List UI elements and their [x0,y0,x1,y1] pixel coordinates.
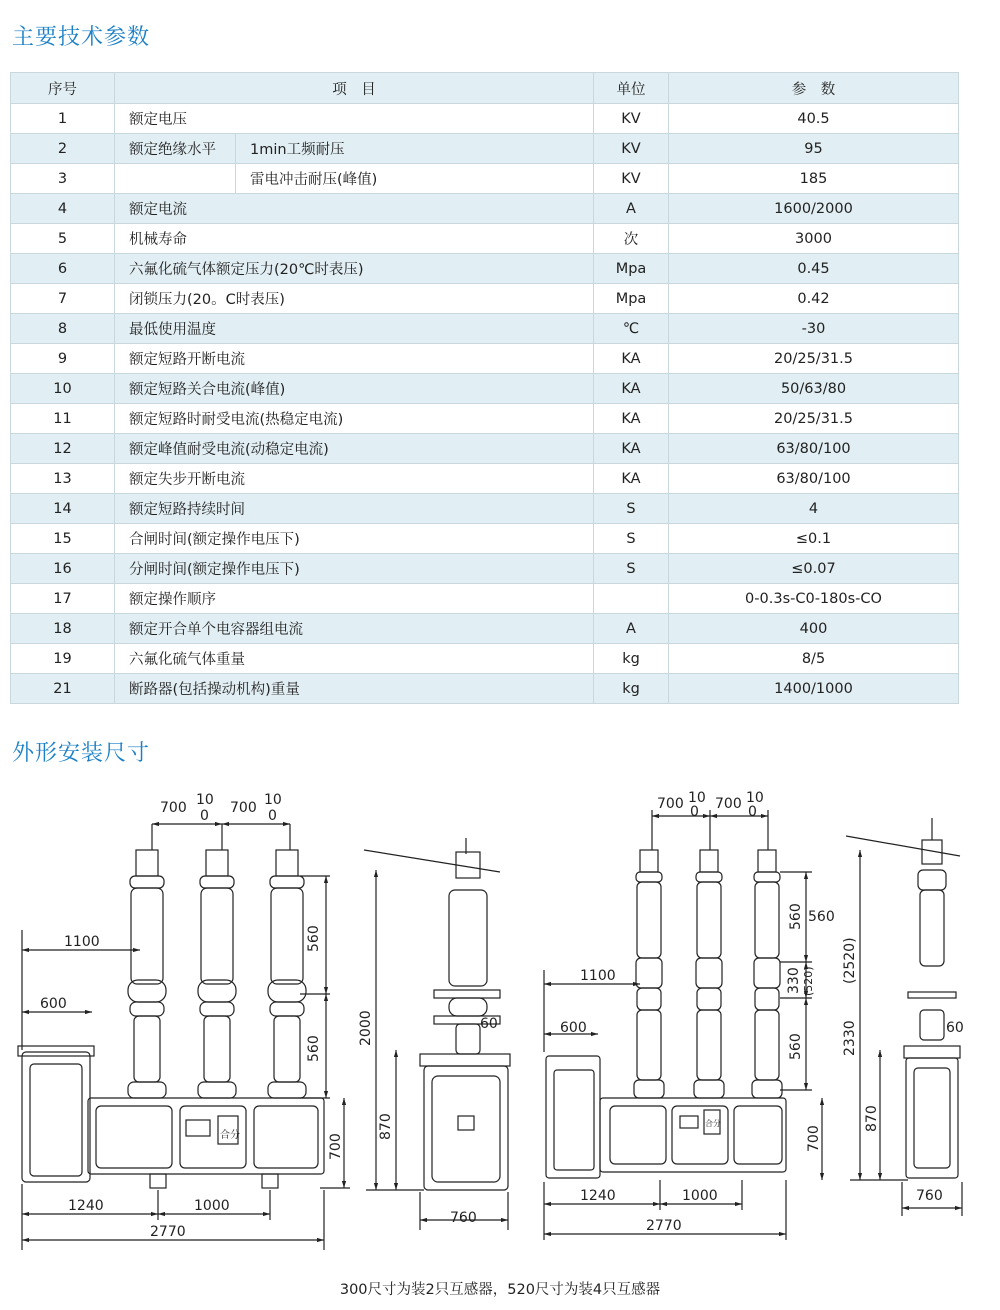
row-unit: KV [594,164,669,194]
dim-520-paren: (520) [802,966,815,996]
table-row [11,374,959,404]
row-subitem: 1min工频耐压 [236,134,594,164]
table-row [11,314,959,344]
dim-560-b: 560 [306,1035,322,1062]
row-value: 20/25/31.5 [669,404,959,434]
row-number: 19 [11,644,115,674]
header-value: 参 数 [669,73,959,104]
row-value: 1400/1000 [669,674,959,704]
row-number: 15 [11,524,115,554]
dim-560-e: 560 [788,1033,804,1060]
row-item: 额定操作顺序 [115,584,594,614]
panel-label-b: 合分 [705,1119,721,1128]
row-unit: KA [594,464,669,494]
table-row [11,494,959,524]
table-row [11,134,959,164]
dim-0-b: 0 [268,808,277,824]
table-row [11,344,959,374]
row-item: 机械寿命 [115,224,594,254]
row-number: 13 [11,464,115,494]
row-item: 额定短路开断电流 [115,344,594,374]
row-item: 最低使用温度 [115,314,594,344]
dim-0-a: 0 [200,808,209,824]
row-number: 4 [11,194,115,224]
dim-10-a: 10 [196,792,214,808]
row-number: 9 [11,344,115,374]
row-unit: ℃ [594,314,669,344]
row-unit: Mpa [594,254,669,284]
row-value: 185 [669,164,959,194]
installation-dimension-drawing [0,780,1000,1260]
side-view-2 [846,818,962,1216]
row-item: 额定短路持续时间 [115,494,594,524]
front-view-1 [18,824,350,1250]
row-unit: 次 [594,224,669,254]
dim-870-b: 870 [864,1105,880,1132]
row-value: 3000 [669,224,959,254]
table-row [11,674,959,704]
dim-600-a: 600 [40,996,67,1012]
dim-560-d: 560 [808,909,835,925]
dim-700-c: 700 [657,796,684,812]
row-number: 1 [11,104,115,134]
dim-1000-a: 1000 [194,1198,230,1214]
dim-2770-a: 2770 [150,1224,186,1240]
row-number: 17 [11,584,115,614]
dim-560-c: 560 [788,903,804,930]
row-value: 63/80/100 [669,434,959,464]
row-subitem: 雷电冲击耐压(峰值) [236,164,594,194]
dim-2330: 2330 [842,1020,858,1056]
row-value: 8/5 [669,644,959,674]
section-title-dimensions: 外形安装尺寸 [12,741,151,766]
row-value: ≤0.1 [669,524,959,554]
row-unit: kg [594,644,669,674]
dim-760-b: 760 [916,1188,943,1204]
dim-700-v-b: 700 [806,1125,822,1152]
dim-60-b: 60 [946,1020,964,1036]
row-value: 4 [669,494,959,524]
dim-560-a: 560 [306,925,322,952]
row-unit: A [594,194,669,224]
dim-2520-paren: (2520) [842,937,858,984]
table-row [11,404,959,434]
section-title-parameters: 主要技术参数 [12,25,151,50]
dim-330: 330 [786,967,802,994]
table-row [11,284,959,314]
dim-0-c: 0 [690,804,699,820]
dim-1100-b: 1100 [580,968,616,984]
panel-label-a: 合分 [220,1130,240,1141]
row-unit: Mpa [594,284,669,314]
row-unit: KA [594,434,669,464]
table-row [11,464,959,494]
header-item: 项 目 [115,73,594,104]
row-unit [594,584,669,614]
dim-700-d: 700 [715,796,742,812]
row-value: 50/63/80 [669,374,959,404]
table-row [11,524,959,554]
dim-0-d: 0 [748,804,757,820]
table-row [11,554,959,584]
dim-60-a: 60 [480,1016,498,1032]
row-number: 5 [11,224,115,254]
table-row [11,644,959,674]
row-number: 3 [11,164,115,194]
row-number: 14 [11,494,115,524]
table-row [11,614,959,644]
row-unit: KA [594,344,669,374]
row-item: 额定开合单个电容器组电流 [115,614,594,644]
row-item: 额定短路关合电流(峰值) [115,374,594,404]
row-number: 11 [11,404,115,434]
row-number: 2 [11,134,115,164]
dim-600-b: 600 [560,1020,587,1036]
dim-2000: 2000 [358,1010,374,1046]
row-number: 12 [11,434,115,464]
row-item: 额定短路时耐受电流(热稳定电流) [115,404,594,434]
row-item: 额定电流 [115,194,594,224]
row-number: 21 [11,674,115,704]
row-item [115,164,236,194]
dim-760-a: 760 [450,1210,477,1226]
dim-10-d: 10 [746,790,764,806]
parameters-table [10,72,959,704]
row-number: 8 [11,314,115,344]
dim-1100-a: 1100 [64,934,100,950]
row-unit: KV [594,104,669,134]
row-value: 400 [669,614,959,644]
row-unit: KA [594,404,669,434]
row-unit: KA [594,374,669,404]
table-row [11,164,959,194]
row-value: 63/80/100 [669,464,959,494]
dim-700-v-a: 700 [328,1133,344,1160]
row-item: 额定峰值耐受电流(动稳定电流) [115,434,594,464]
table-row [11,584,959,614]
row-value: 0.42 [669,284,959,314]
row-unit: S [594,524,669,554]
row-unit: A [594,614,669,644]
row-number: 16 [11,554,115,584]
row-item: 六氟化硫气体重量 [115,644,594,674]
row-item: 闭锁压力(20。C时表压) [115,284,594,314]
drawing-caption: 300尺寸为装2只互感器，520尺寸为装4只互感器 [339,1282,661,1298]
row-unit: kg [594,674,669,704]
row-number: 18 [11,614,115,644]
row-value: 0-0.3s-C0-180s-CO [669,584,959,614]
row-number: 10 [11,374,115,404]
row-value: 1600/2000 [669,194,959,224]
row-item: 六氟化硫气体额定压力(20℃时表压) [115,254,594,284]
dim-700-a: 700 [160,800,187,816]
dim-700-b: 700 [230,800,257,816]
header-no: 序号 [11,73,115,104]
dim-10-c: 10 [688,790,706,806]
dim-1240-a: 1240 [68,1198,104,1214]
row-item: 合闸时间(额定操作电压下) [115,524,594,554]
dim-2770-b: 2770 [646,1218,682,1234]
row-unit: KV [594,134,669,164]
dim-1240-b: 1240 [580,1188,616,1204]
row-item: 分闸时间(额定操作电压下) [115,554,594,584]
dim-1000-b: 1000 [682,1188,718,1204]
row-number: 7 [11,284,115,314]
row-number: 6 [11,254,115,284]
table-row [11,434,959,464]
row-unit: S [594,554,669,584]
row-value: 40.5 [669,104,959,134]
table-row [11,254,959,284]
row-value: -30 [669,314,959,344]
table-row [11,194,959,224]
row-value: 95 [669,134,959,164]
dim-870-a: 870 [378,1113,394,1140]
row-item: 额定失步开断电流 [115,464,594,494]
row-item: 额定电压 [115,104,594,134]
row-value: 20/25/31.5 [669,344,959,374]
table-row [11,224,959,254]
row-value: 0.45 [669,254,959,284]
dim-10-b: 10 [264,792,282,808]
row-value: ≤0.07 [669,554,959,584]
table-row [11,104,959,134]
table-header-row [11,73,959,104]
row-unit: S [594,494,669,524]
row-item: 额定绝缘水平 [115,134,236,164]
row-item: 断路器(包括操动机构)重量 [115,674,594,704]
header-unit: 单位 [594,73,669,104]
side-view-1 [364,838,510,1230]
